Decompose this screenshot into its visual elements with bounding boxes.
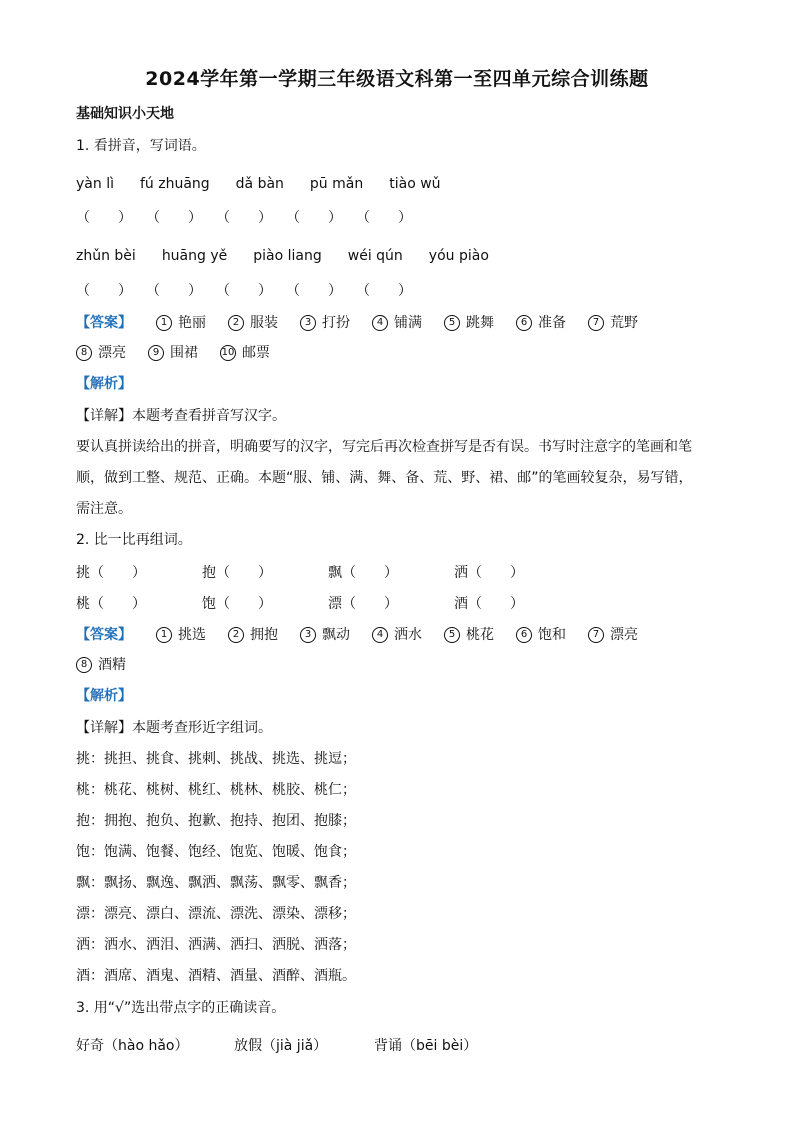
answer-blank: （ ） (286, 283, 342, 299)
analysis-label: 【解析】 (76, 688, 132, 704)
answer-item (228, 625, 278, 645)
answer-word: 桃花 (466, 627, 494, 643)
answer-word: 拥抱 (250, 627, 278, 643)
pinyin: fú zhuāng (139, 176, 210, 192)
number-badge: 3 (300, 627, 316, 643)
answer-word: 洒水 (394, 627, 422, 643)
answer-item (588, 625, 638, 645)
answer-item (588, 313, 638, 333)
answer-word: 挑选 (178, 627, 206, 643)
answer-item (76, 655, 126, 675)
answer-blank: （ ） (146, 283, 202, 299)
analysis-paragraph: 需注意。 (76, 501, 132, 517)
compare-item: 挑（ ） (76, 565, 146, 581)
analysis-paragraph: 要认真拼读给出的拼音，明确要写的汉字，写完后再次检查拼写是否有误。书写时注意字的笔画和笔 (76, 439, 692, 455)
number-badge: 5 (444, 627, 460, 643)
pinyin: tiào wǔ (389, 176, 441, 192)
answer-item (372, 625, 422, 645)
pinyin: yóu piào (428, 248, 489, 264)
number-badge: 9 (148, 345, 164, 361)
answer-label: 【答案】 (76, 627, 132, 643)
number-badge: 10 (220, 345, 236, 361)
q2-row-2 (76, 594, 734, 614)
pronunciation-choice: 放假（jià jiǎ） (234, 1038, 328, 1054)
answer-blank: （ ） (356, 210, 412, 226)
answer-blank: （ ） (76, 210, 132, 226)
number-badge: 4 (372, 315, 388, 331)
answer-word: 准备 (538, 315, 566, 331)
answer-blank: （ ） (146, 210, 202, 226)
compare-item: 飘（ ） (328, 565, 398, 581)
answer-item (300, 625, 350, 645)
pinyin: pū mǎn (309, 176, 364, 192)
answer-item (156, 313, 206, 333)
number-badge: 2 (228, 315, 244, 331)
q1-pinyin-row-2 (76, 246, 734, 266)
answer-word: 围裙 (170, 345, 198, 361)
q2-prompt: 2. 比一比再组词。 (76, 532, 192, 548)
word-group-line: 酒：酒席、酒鬼、酒精、酒量、酒醉、酒瓶。 (76, 968, 356, 984)
q2-row-1 (76, 563, 734, 583)
page-title: 2024学年第一学期三年级语文科第一至四单元综合训练题 (145, 68, 649, 90)
answer-word: 邮票 (242, 345, 270, 361)
word-group-line: 饱：饱满、饱餐、饱经、饱览、饱暖、饱食； (76, 844, 356, 860)
q2-answer-line-2 (76, 655, 734, 675)
section-heading: 基础知识小天地 (76, 106, 174, 122)
q3-items (76, 1036, 734, 1056)
answer-word: 饱和 (538, 627, 566, 643)
answer-item (228, 313, 278, 333)
number-badge: 7 (588, 627, 604, 643)
q2-answer-line-1 (76, 625, 734, 645)
q1-paren-row-2 (76, 281, 734, 301)
word-group-line: 漂：漂亮、漂白、漂流、漂洗、漂染、漂移； (76, 906, 356, 922)
word-group-line: 洒：洒水、洒泪、洒满、洒扫、洒脱、洒落； (76, 937, 356, 953)
answer-blank: （ ） (356, 283, 412, 299)
answer-word: 漂亮 (610, 627, 638, 643)
q3-prompt: 3. 用“√”选出带点字的正确读音。 (76, 1000, 286, 1016)
number-badge: 8 (76, 345, 92, 361)
number-badge: 7 (588, 315, 604, 331)
answer-item (444, 625, 494, 645)
compare-item: 洒（ ） (454, 565, 524, 581)
answer-word: 服装 (250, 315, 278, 331)
answer-item (516, 313, 566, 333)
answer-word: 艳丽 (178, 315, 206, 331)
q1-paren-row-1 (76, 208, 734, 228)
answer-word: 打扮 (322, 315, 350, 331)
word-group-line: 飘：飘扬、飘逸、飘洒、飘荡、飘零、飘香； (76, 875, 356, 891)
number-badge: 6 (516, 315, 532, 331)
answer-item (372, 313, 422, 333)
number-badge: 2 (228, 627, 244, 643)
word-group-line: 挑：挑担、挑食、挑刺、挑战、挑选、挑逗； (76, 751, 356, 767)
number-badge: 1 (156, 315, 172, 331)
answer-blank: （ ） (216, 283, 272, 299)
answer-word: 铺满 (394, 315, 422, 331)
detail-heading: 【详解】本题考查看拼音写汉字。 (76, 408, 286, 424)
answer-word: 飘动 (322, 627, 350, 643)
word-group-line: 抱：拥抱、抱负、抱歉、抱持、抱团、抱膝； (76, 813, 356, 829)
pronunciation-choice: 好奇（hào hǎo） (76, 1038, 189, 1054)
answer-word: 酒精 (98, 657, 126, 673)
answer-item (156, 625, 206, 645)
analysis-paragraph: 顺，做到工整、规范、正确。本题“服、铺、满、舞、备、荒、野、裙、邮”的笔画较复杂，易写错， (76, 470, 693, 486)
answer-word: 漂亮 (98, 345, 126, 361)
compare-item: 桃（ ） (76, 596, 146, 612)
answer-word: 荒野 (610, 315, 638, 331)
answer-item (148, 343, 198, 363)
compare-item: 漂（ ） (328, 596, 398, 612)
q1-pinyin-row-1 (76, 174, 734, 194)
answer-item (444, 313, 494, 333)
pinyin: wéi qún (347, 248, 403, 264)
q1-answer-line-1 (76, 313, 734, 333)
answer-blank: （ ） (286, 210, 342, 226)
q1-answer-line-2 (76, 343, 734, 363)
q1-prompt: 1. 看拼音，写词语。 (76, 138, 206, 154)
number-badge: 3 (300, 315, 316, 331)
pronunciation-choice: 背诵（bēi bèi） (374, 1038, 478, 1054)
pinyin: yàn lì (76, 176, 114, 192)
pinyin: zhǔn bèi (76, 248, 136, 264)
compare-item: 抱（ ） (202, 565, 272, 581)
number-badge: 5 (444, 315, 460, 331)
answer-word: 跳舞 (466, 315, 494, 331)
compare-item: 饱（ ） (202, 596, 272, 612)
analysis-label: 【解析】 (76, 376, 132, 392)
number-badge: 6 (516, 627, 532, 643)
compare-item: 酒（ ） (454, 596, 524, 612)
word-group-line: 桃：桃花、桃树、桃红、桃林、桃胶、桃仁； (76, 782, 356, 798)
number-badge: 4 (372, 627, 388, 643)
answer-label: 【答案】 (76, 315, 132, 331)
answer-blank: （ ） (216, 210, 272, 226)
answer-blank: （ ） (76, 283, 132, 299)
answer-item (76, 343, 126, 363)
answer-item (516, 625, 566, 645)
answer-item (220, 343, 270, 363)
pinyin: huāng yě (161, 248, 228, 264)
number-badge: 1 (156, 627, 172, 643)
answer-item (300, 313, 350, 333)
pinyin: dǎ bàn (235, 176, 284, 192)
number-badge: 8 (76, 657, 92, 673)
pinyin: piào liang (253, 248, 322, 264)
detail-heading: 【详解】本题考查形近字组词。 (76, 720, 272, 736)
